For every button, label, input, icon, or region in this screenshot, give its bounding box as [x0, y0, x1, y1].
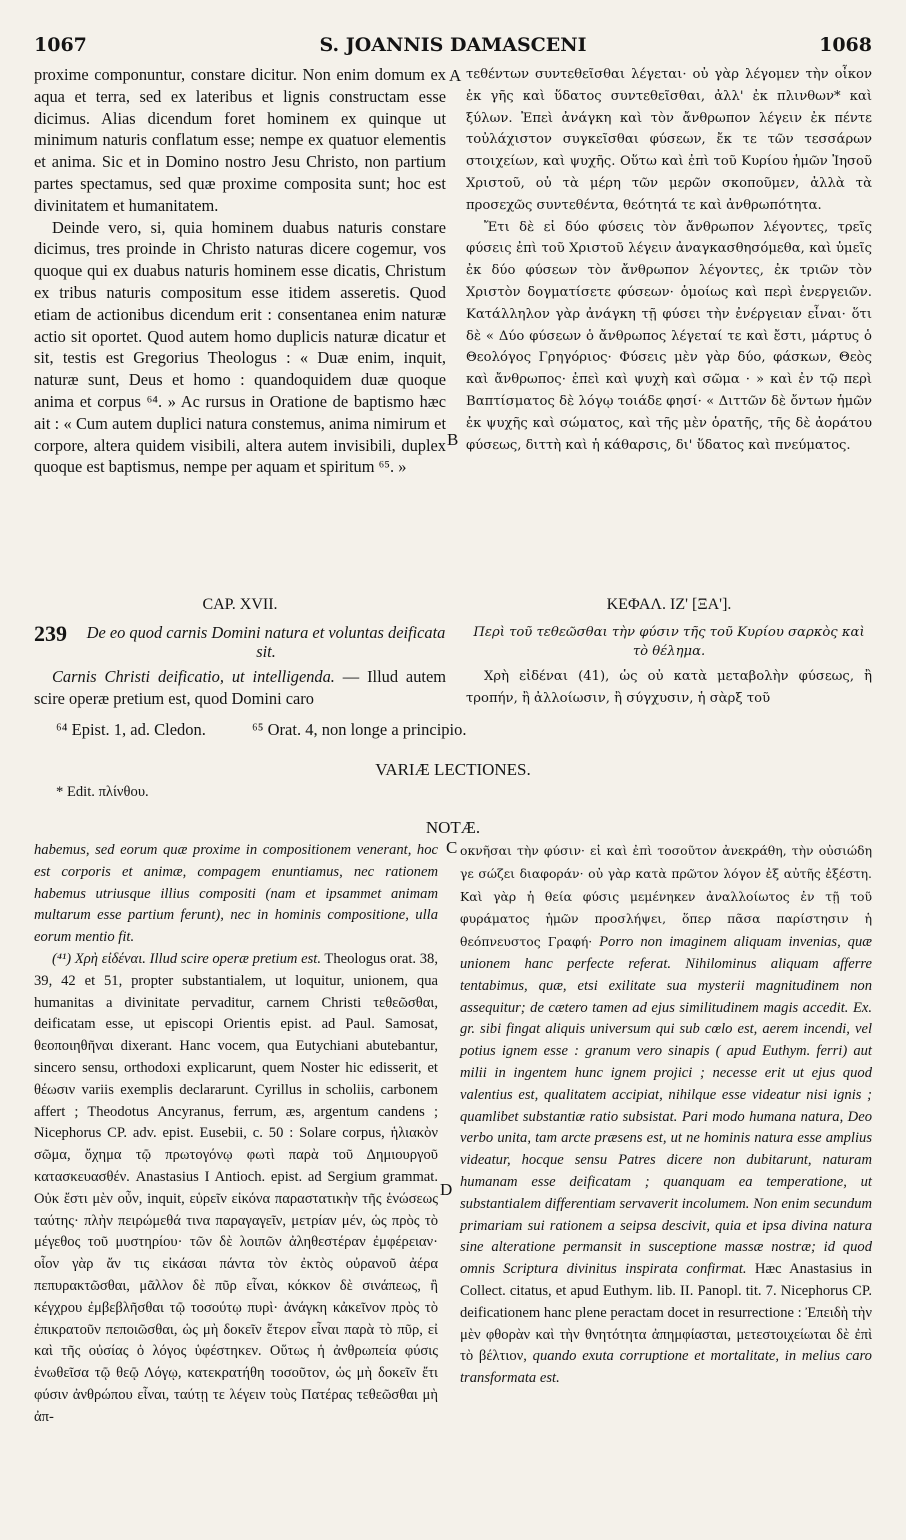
chapter-subtitle-latin: Carnis Christi deificatio, ut intelligenda.: [52, 667, 335, 686]
notae-title: NOTÆ.: [425, 818, 481, 837]
chapter-title-greek: Περὶ τοῦ τεθεῶσθαι τὴν φύσιν τῆς τοῦ Κυρίου σαρκὸς καὶ τὸ θέλημα.: [473, 625, 865, 659]
note-italic: Porro non imaginem aliquam invenias, quæ unionem hanc perfecte referat. Nihilominus aliquam afferre tentabimus, quæ, etsi exilitate sua mysterii magnitudinem non assequitur; de cætero tamen ad ejus similitudinem magis accedit. Ex. gr. sibi fingat aliquis universum qui sub cœlo est, aerem incendi, vel potius ignem esse : granum vero sinapis ( apud Euthym. ferri) aut milii in ingentem hunc ignem projici ; necesse erit ut ejus quod valentius est, qualitatem accipiat, nihilque esse videatur nisi ignis ; quamlibet substantiæ ratio subsistat. Pari modo humana natura, Deo verbo unita, tam arcte præsens est, ut ne hominis natura esse amplius videatur, hocque sensu Patres dicere non dubitarunt, naturam humanam esse deificatam ; quanquam ea temperatione, ut substantialem differentiam servaverit incolumem. Non enim secundum primariam sui rationem a seipsa descivit, quia et ipsa divina natura sine alteratione permansit in susceptione massæ nostræ; id quod omnis Scriptura divinitus inspirata confirmat.: [460, 934, 872, 1278]
margin-letter-d: D: [440, 1180, 453, 1199]
chapter-title-latin: De eo quod carnis Domini natura et voluntas deificata sit.: [86, 623, 446, 661]
margin-letter-b: B: [447, 430, 459, 449]
latin-paragraph: proxime componuntur, constare dicitur. Non enim domum ex aqua et terra, sed ex lateribus et lignis constructam esse dicimus. Alias dicendum foret hominem ex quinque ut minimum naturis conflatum esse; nempe ex quatuor elementis et anima. Sic et in Domino nostro Jesu Christo, non partium partes spectamus, sed quæ proxime composita sunt; hoc est divinitatem et humanitatem.: [34, 65, 446, 215]
chapter-opening-latin: [34, 666, 446, 710]
chapter-text-greek: Χρὴ εἰδέναι (41), ὡς οὐ κατὰ μεταβολὴν φύσεως, ἢ τροπήν, ἢ ἀλλοίωσιν, ἢ σύγχυσιν, ἡ σὰρξ τοῦ: [466, 669, 872, 706]
greek-column: [466, 64, 872, 456]
note-text: Hæc Anastasius in Collect. citatus, et apud Euthym. lib. II. Panopl. tit. 7. Nicephorus CP. deificationem hanc plene peractam docet in resurrectione : Ἐπειδὴ τὴν μὲν φθορὰν καὶ τὴν θνητότητα ἀπημφίασται, μετεστοιχείωται δὲ ἐπὶ τὸ βέλτιον,: [460, 1261, 873, 1365]
note-text: habemus, sed eorum quæ proxime in compositionem venerant, hoc est corporis et animæ, compagem enuntiamus, nec rationem habemus utriusque illius compositi (nam et ipsammet animam multarum esse partium ferunt), nec in hominis compositione, ulla eorum mentio fit.: [34, 842, 438, 946]
latin-paragraph: Deinde vero, si, quia hominem duabus naturis constare dicimus, tres proinde in Christo naturas dicere cogemur, vos quoque qui ex duabus naturis hominem esse dicatis, Christum ex tribus naturis compositum esse itidem asseretis. Quod etiam de actionibus dicendum erit : consentanea enim naturæ actio sit oportet. Quod autem homo duplicis naturæ dicatur et sit, testis est Gregorius Theologus : « Duæ enim, inquit, naturæ sunt, Deus et homo : quandoquidem duæ quoque anima et corpus ⁶⁴. » Ac rursus in Oratione de baptismo hæc ait : « Cum autem duplici natura constemus, anima nimirum et corpore, altera quidem visibili, altera autem invisibili, duplex quoque est baptismus, nempe per aquam et spiritum ⁶⁵. »: [34, 217, 446, 477]
chapter-label-latin: CAP. XVII.: [202, 596, 278, 613]
note-italic: quando exuta corruptione et mortalitate, in melius caro transformata est.: [460, 1348, 872, 1387]
page-number-left: 1067: [34, 34, 87, 56]
variae-lectiones-title: VARIÆ LECTIONES.: [375, 760, 531, 779]
chapter-label-greek: ΚΕΦΑΛ. ΙΖ' [ΞΑ'].: [606, 596, 732, 613]
running-title: S. JOANNIS DAMASCENI: [319, 34, 587, 56]
chapter-opening-greek: [466, 666, 872, 710]
page-number-right: 1068: [819, 34, 872, 56]
notes-right-column: [460, 840, 872, 1390]
note-text: Theologus orat. 38, 39, 42 et 51, propter substantialem, ut loquitur, unionem, qua humanitas a divinitate pervaditur, carnem Christi τεθεῶσθαι, deificatam esse, ut episcopi Orientis epist. ad Paul. Samosat, θεοποιηθῆναι dixerant. Hanc vocem, qua Eutychiani abutebantur, sincero sensu, orthodoxi explicarunt, quem Noster hic edisserit, et θέωσιν variis exemplis declararunt. Cyrillus in scholiis, carbonem affert ; Theodotus Ancyranus, ferrum, æs, argentum candens ; Nicephorus CP. adv. epist. Eusebii, c. 50 : Solare corpus, ἡλιακὸν σῶμα, ὄχημα τῷ πρωτογόνῳ φωτὶ παρὰ τοῦ Δημιουργοῦ κατασκευασθέν. Anastasius I Antioch. epist. ad Sergium grammat. Οὐκ ἔστι μὲν οὖν, inquit, εὑρεῖν εἰκόνα παραστατικὴν τῆς ἑνώσεως ταύτης· πλὴν πειρώμεθά τινα παραγαγεῖν, μετρίαν μέν, ὡς πρὸς τὸ μέγεθος τοῦ μυστηρίου· τῶν δὲ λοιπῶν ἀληθεστέραν ἐμφέρειαν· οἷον γὰρ ἄν τις εἰκάσαι πάντα τὸν ἐκτὸς οὐρανοῦ ἀέρα πεπυρακτῶσθαι, μᾶλλον δὲ πῦρ εἶναι, κόκκον δὲ σινάπεως, ἢ κέγχρου ἐμβεβλῆσθαι τῷ τοσούτῳ πυρὶ· ἀνάγκη κἀκεῖνον πρὸς τὸ ἐπικρατοῦν πεποιῶσθαι, ὡς μὴ δοκεῖν ἕτερον εἶναι παρὰ τὸ πῦρ, εἰ καὶ τῆς οὐσίας ὁ λόγος ὑφέστηκεν. Οὕτως ἡ ἀνθρωπεία φύσις ἑνωθεῖσα τῷ θεῷ Λόγῳ, κατεκρατήθη τοσοῦτον, ὡς μὴ δοκεῖν ἔτι φύσιν ἀνθρώπου εἶναι, ταύτῃ τε λέγειν τοὺς Πατέρας τεθεῶσθαι μὴ ἀπ-: [34, 950, 439, 1425]
greek-paragraph: τεθέντων συντεθεῖσθαι λέγεται· οὐ γὰρ λέγομεν τὴν οἶκον ἐκ γῆς καὶ ὕδατος συντεθεῖσθαι, ἀλλ' ἐκ πλινθων* καὶ ξύλων. Ἐπεὶ ἀνάγκη καὶ τὸν ἄνθρωπον λέγειν ἐκ πέντε τοὐλάχιστον συγκεῖσθαι φύσεων, ἔκ τε τῶν τεσσάρων στοιχείων, καὶ ψυχῆς. Οὕτω καὶ ἐπὶ τοῦ Κυρίου ἡμῶν Ἰησοῦ Χριστοῦ, οὐ τὰ μέρη τῶν μερῶν σκοποῦμεν, ἀλλὰ τὰ προσεχῶς συντεθέντα, θεότητά τε καὶ ἀνθρωπότητα.: [466, 67, 872, 213]
footnote-64: ⁶⁴ Epist. 1, ad. Cledon.: [56, 720, 206, 739]
variant-entry: * Edit. πλίνθου.: [56, 784, 149, 800]
note-heading: (⁴¹) Χρὴ εἰδέναι. Illud scire operæ pretium est.: [52, 950, 321, 967]
note-greek: οκνῆσαι τὴν φύσιν· εἰ καὶ ἐπὶ τοσοῦτον ἀνεκράθη, τὴν οὐσιώδη γε σώζει διαφοράν· οὐ γὰρ κατὰ πρῶτον λόγον ἐξ αὐτῆς ἐξέστη. Καὶ γὰρ ἡ θεία φύσις μεμένηκεν ἀναλλοίωτος ἐν τῇ τοῦ φυράματος ἡμῶν προσλήψει, ὅπερ πᾶσα παρίστησιν ἡ θεόπνευστος Γραφή·: [460, 843, 872, 950]
notes-left-column: [34, 840, 438, 1429]
footnote-65: ⁶⁵ Orat. 4, non longe a principio.: [252, 720, 467, 739]
chapter-text-latin: — Illud autem scire operæ pretium est, quod Domini caro: [34, 667, 446, 708]
running-header: [34, 34, 872, 58]
section-number: 239: [34, 621, 67, 646]
greek-paragraph: Ἔτι δὲ εἰ δύο φύσεις τὸν ἄνθρωπον λέγοντες, τρεῖς φύσεις ἐπὶ τοῦ Χριστοῦ λέγειν ἀναγκασθησόμεθα, καὶ ὑμεῖς ἐκ δύο φύσεων τὸν ἄνθρωπον λέγοντες, ἐκ τριῶν τὸν Χριστὸν δογματίσετε φύσεων· ὁμοίως καὶ περὶ ἐνεργειῶν. Κατάλληλον γὰρ ἀνάγκη τῇ φύσει τὴν ἐνέργειαν εἶναι· ὅτι δὲ « Δύο φύσεων ὁ ἄνθρωπος λέγεταί τε καὶ ἔστι, μάρτυς ὁ Θεολόγος Γρηγόριος· Φύσεις μὲν γὰρ δύο, φάσκων, Θεὸς καὶ ἄνθρωπος· ἐπεὶ καὶ ψυχὴ καὶ σῶμα · » καὶ ἐν τῷ περὶ Βαπτίσματος δὲ λόγῳ τοιάδε φησί· « Διττῶν δὲ ὄντων ἡμῶν ἐκ ψυχῆς καὶ σώματος, καὶ τῆς μὲν ὁρατῆς, τῆς δὲ ἀοράτου φύσεως, διττὴ καὶ ἡ κάθαρσις, δι' ὕδατος καὶ πνεύματος.: [466, 219, 872, 453]
latin-column: [34, 64, 446, 478]
margin-letter-c: C: [446, 838, 458, 857]
margin-letter-a: A: [449, 66, 462, 85]
